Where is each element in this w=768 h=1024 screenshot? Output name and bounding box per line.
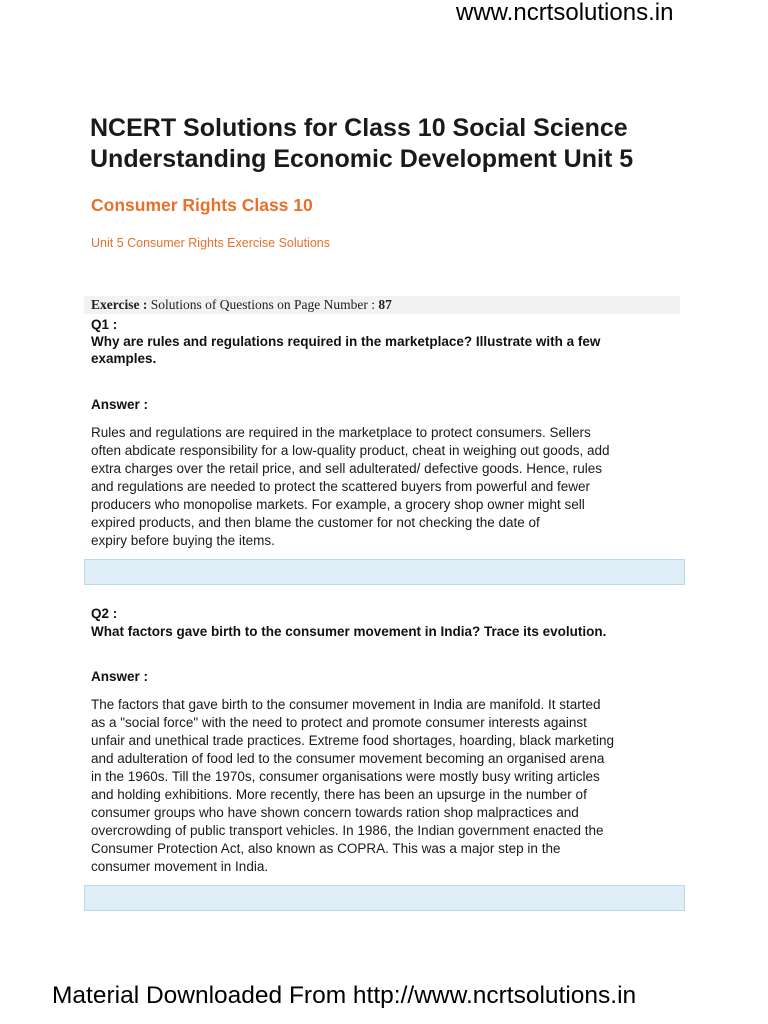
exercise-text: Solutions of Questions on Page Number : [150, 297, 375, 312]
answer-1-line: often abdicate responsibility for a low-quality product, cheat in weighing out goods, add [91, 443, 610, 458]
answer-2-line: as a "social force" with the need to protect and promote consumer interests against [91, 715, 587, 730]
chapter-subtitle: Consumer Rights Class 10 [91, 195, 313, 215]
question-2-label: Q2 : [91, 606, 118, 621]
answer-1-label: Answer : [91, 397, 149, 412]
question-1-line: examples. [91, 351, 157, 366]
answer-1-line: producers who monopolise markets. For example, a grocery shop owner might sell [91, 497, 585, 512]
answer-2-text [91, 696, 691, 876]
exercise-label: Exercise : [91, 297, 148, 312]
separator-box [84, 885, 685, 911]
answer-1-line: Rules and regulations are required in the marketplace to protect consumers. Sellers [91, 425, 591, 440]
answer-2-line: overcrowding of public transport vehicles. In 1986, the Indian government enacted the [91, 823, 604, 838]
answer-2-line: consumer movement in India. [91, 859, 269, 874]
page-title [90, 113, 730, 175]
answer-2-label: Answer : [91, 669, 149, 684]
footer-download-note[interactable]: Material Downloaded From http://www.ncrtsolutions.in [52, 982, 637, 1009]
exercise-bar [84, 296, 680, 314]
question-2-line: What factors gave birth to the consumer movement in India? Trace its evolution. [91, 624, 607, 639]
answer-2-line: in the 1960s. Till the 1970s, consumer organisations were mostly busy writing articles [91, 769, 600, 784]
answer-1-line: and regulations are needed to protect the scattered buyers from powerful and fewer [91, 479, 591, 494]
answer-2-line: Consumer Protection Act, also known as COPRA. This was a major step in the [91, 841, 561, 856]
answer-1-line: expiry before buying the items. [91, 533, 275, 548]
answer-1-text [91, 424, 691, 550]
separator-box [84, 559, 685, 585]
unit-link[interactable]: Unit 5 Consumer Rights Exercise Solutions [91, 236, 330, 250]
answer-1-line: expired products, and then blame the customer for not checking the date of [91, 515, 540, 530]
answer-2-line: unfair and unethical trade practices. Extreme food shortages, hoarding, black marketing [91, 733, 615, 748]
exercise-page-number: 87 [378, 297, 392, 312]
question-1-line: Why are rules and regulations required in the marketplace? Illustrate with a few [91, 334, 601, 349]
answer-2-line: The factors that gave birth to the consumer movement in India are manifold. It started [91, 697, 601, 712]
question-1-text [91, 333, 681, 367]
question-2-text [91, 623, 681, 640]
answer-2-line: consumer groups who have shown concern towards ration shop malpractices and [91, 805, 579, 820]
page-title-line-2: Understanding Economic Development Unit 5 [90, 145, 634, 173]
answer-2-line: and holding exhibitions. More recently, there has been an upsurge in the number of [91, 787, 587, 802]
page-title-line-1: NCERT Solutions for Class 10 Social Science [90, 114, 628, 142]
header-site-url[interactable]: www.ncrtsolutions.in [456, 0, 674, 26]
answer-2-line: and adulteration of food led to the consumer movement becoming an organised arena [91, 751, 605, 766]
answer-1-line: extra charges over the retail price, and sell adulterated/ defective goods. Hence, rules [91, 461, 603, 476]
question-1-label: Q1 : [91, 317, 118, 332]
